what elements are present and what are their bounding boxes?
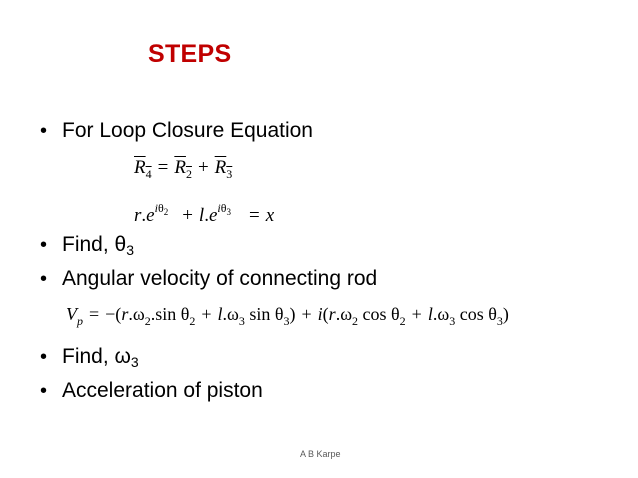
bullet-text: Find, ω bbox=[62, 345, 131, 368]
bullet-text: Find, θ bbox=[62, 233, 127, 256]
bullet-dot: • bbox=[40, 380, 48, 402]
equation-piston-velocity: $V_p = -(r.\omega_2.\sin$ $\theta_2 + l.\omega_3$ $\sin \theta_3) + i(r.\omega_2$ $\cos \theta_2 + l.\omega_3$ $\cos \theta_3$) bbox=[66, 304, 509, 328]
bullet-subscript: 3 bbox=[126, 242, 134, 258]
bullet-text: Acceleration of piston bbox=[62, 379, 263, 402]
bullet-text: Angular velocity of connecting rod bbox=[62, 267, 378, 290]
slide-title: STEPS bbox=[148, 40, 232, 68]
bullet-text: For Loop Closure Equation bbox=[62, 119, 313, 142]
bullet-subscript: 3 bbox=[130, 354, 139, 370]
bullet-loop-closure bbox=[40, 120, 313, 141]
bullet-acceleration-piston bbox=[40, 380, 263, 401]
bullet-angular-velocity bbox=[40, 268, 377, 289]
bullet-find-theta3 bbox=[40, 233, 134, 258]
bullet-dot: • bbox=[40, 268, 48, 290]
bullet-dot: • bbox=[40, 234, 48, 256]
bullet-dot: • bbox=[40, 120, 48, 142]
equation-vector-loop: $R_4 = R_2 + R_3$ bbox=[134, 157, 233, 181]
slide-footer: A B Karpe bbox=[300, 449, 341, 459]
bullet-dot: • bbox=[40, 346, 48, 368]
bullet-find-omega3 bbox=[40, 345, 139, 370]
equation-complex-loop: $r.e^{i\theta_2} + l.e^{i\theta_3} = x$ bbox=[134, 201, 275, 226]
